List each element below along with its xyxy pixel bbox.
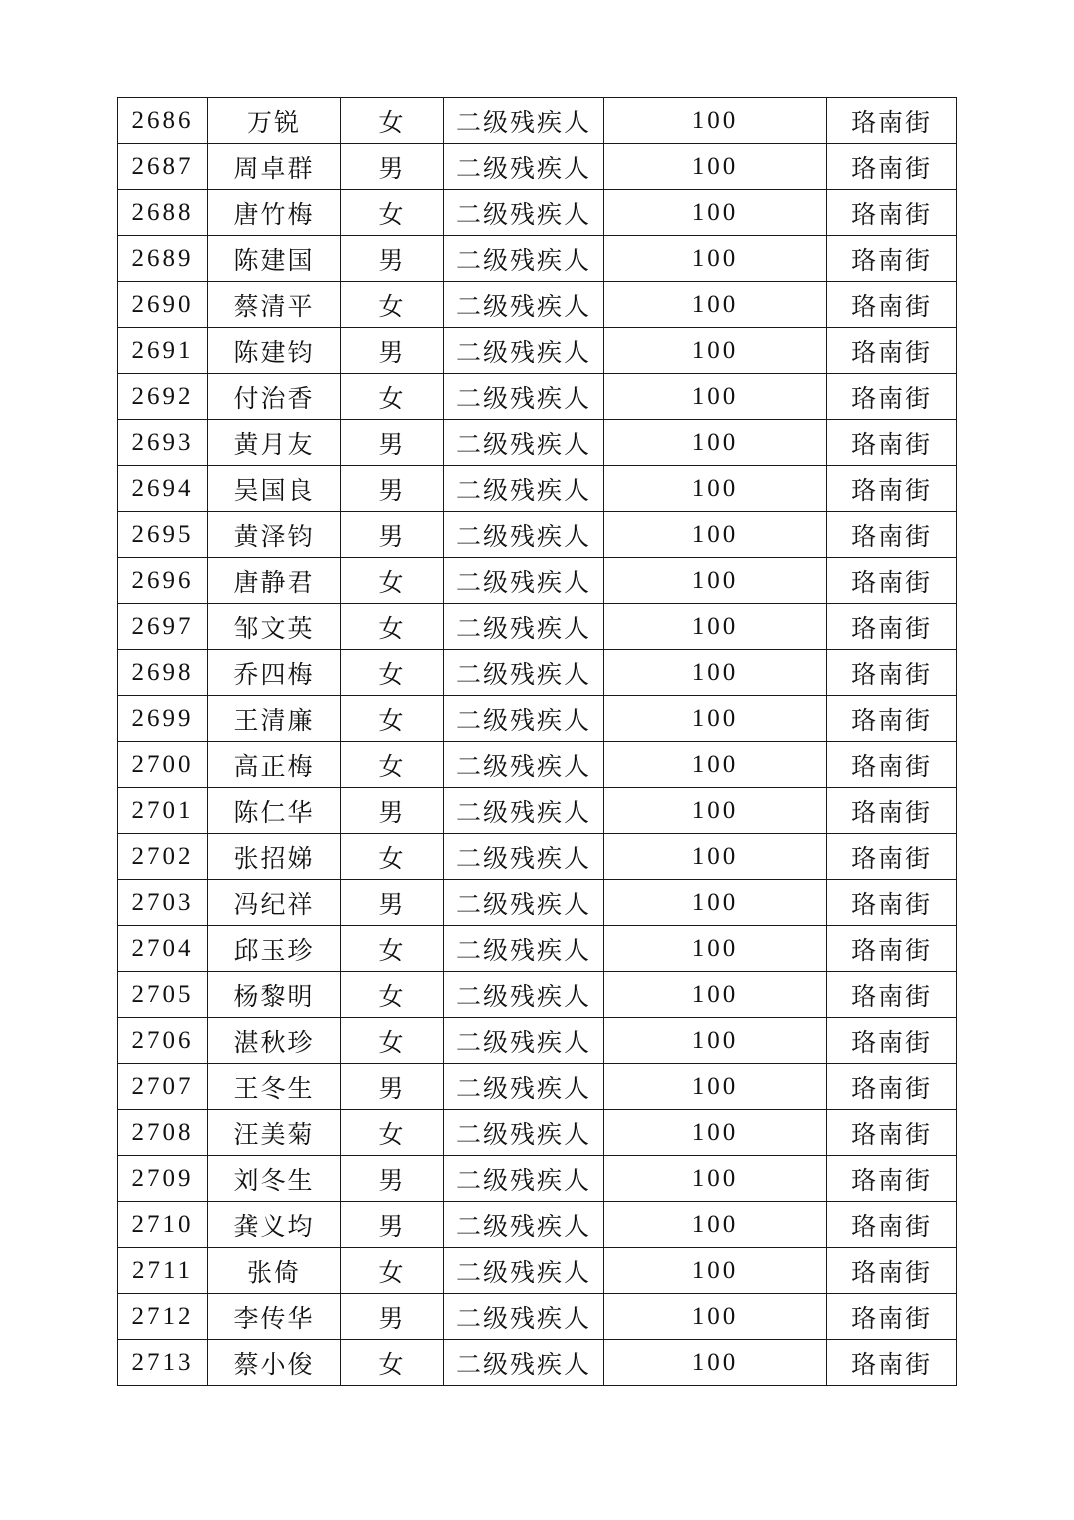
cell-disability-level: 二级残疾人 <box>444 742 604 788</box>
cell-name: 李传华 <box>208 1294 341 1340</box>
cell-amount: 100 <box>604 1156 827 1202</box>
cell-id: 2708 <box>118 1110 208 1156</box>
cell-name: 陈建钧 <box>208 328 341 374</box>
cell-street: 珞南街 <box>827 1202 957 1248</box>
cell-gender: 男 <box>341 788 444 834</box>
table-row <box>118 190 957 236</box>
table-row <box>118 880 957 926</box>
cell-name: 冯纪祥 <box>208 880 341 926</box>
cell-disability-level: 二级残疾人 <box>444 1110 604 1156</box>
cell-name: 陈仁华 <box>208 788 341 834</box>
cell-gender: 女 <box>341 834 444 880</box>
table-row <box>118 604 957 650</box>
cell-name: 陈建国 <box>208 236 341 282</box>
cell-street: 珞南街 <box>827 972 957 1018</box>
cell-id: 2713 <box>118 1340 208 1386</box>
cell-gender: 男 <box>341 328 444 374</box>
cell-street: 珞南街 <box>827 466 957 512</box>
cell-disability-level: 二级残疾人 <box>444 1248 604 1294</box>
cell-amount: 100 <box>604 190 827 236</box>
cell-amount: 100 <box>604 236 827 282</box>
cell-street: 珞南街 <box>827 144 957 190</box>
cell-id: 2705 <box>118 972 208 1018</box>
cell-gender: 女 <box>341 98 444 144</box>
cell-name: 张招娣 <box>208 834 341 880</box>
cell-amount: 100 <box>604 374 827 420</box>
cell-street: 珞南街 <box>827 696 957 742</box>
table-row <box>118 834 957 880</box>
cell-name: 万锐 <box>208 98 341 144</box>
cell-id: 2697 <box>118 604 208 650</box>
cell-amount: 100 <box>604 328 827 374</box>
cell-amount: 100 <box>604 1340 827 1386</box>
cell-disability-level: 二级残疾人 <box>444 236 604 282</box>
cell-id: 2688 <box>118 190 208 236</box>
table-row <box>118 650 957 696</box>
table-row <box>118 374 957 420</box>
cell-disability-level: 二级残疾人 <box>444 282 604 328</box>
table-row <box>118 788 957 834</box>
cell-street: 珞南街 <box>827 926 957 972</box>
cell-street: 珞南街 <box>827 1018 957 1064</box>
cell-gender: 女 <box>341 1018 444 1064</box>
cell-gender: 女 <box>341 926 444 972</box>
cell-street: 珞南街 <box>827 834 957 880</box>
cell-disability-level: 二级残疾人 <box>444 328 604 374</box>
cell-street: 珞南街 <box>827 512 957 558</box>
cell-disability-level: 二级残疾人 <box>444 880 604 926</box>
cell-street: 珞南街 <box>827 650 957 696</box>
cell-id: 2704 <box>118 926 208 972</box>
table-body <box>118 98 957 1386</box>
cell-gender: 男 <box>341 236 444 282</box>
cell-amount: 100 <box>604 98 827 144</box>
cell-id: 2696 <box>118 558 208 604</box>
cell-disability-level: 二级残疾人 <box>444 144 604 190</box>
table-row <box>118 558 957 604</box>
cell-name: 黄泽钧 <box>208 512 341 558</box>
cell-gender: 男 <box>341 144 444 190</box>
cell-id: 2710 <box>118 1202 208 1248</box>
cell-id: 2709 <box>118 1156 208 1202</box>
cell-street: 珞南街 <box>827 420 957 466</box>
cell-id: 2690 <box>118 282 208 328</box>
table-row <box>118 742 957 788</box>
cell-gender: 女 <box>341 1340 444 1386</box>
cell-amount: 100 <box>604 1110 827 1156</box>
cell-street: 珞南街 <box>827 558 957 604</box>
cell-gender: 男 <box>341 880 444 926</box>
cell-street: 珞南街 <box>827 1156 957 1202</box>
cell-amount: 100 <box>604 1018 827 1064</box>
cell-street: 珞南街 <box>827 1064 957 1110</box>
cell-disability-level: 二级残疾人 <box>444 374 604 420</box>
cell-amount: 100 <box>604 1294 827 1340</box>
cell-amount: 100 <box>604 880 827 926</box>
cell-name: 王清廉 <box>208 696 341 742</box>
cell-gender: 男 <box>341 1064 444 1110</box>
cell-name: 付治香 <box>208 374 341 420</box>
cell-name: 杨黎明 <box>208 972 341 1018</box>
cell-amount: 100 <box>604 420 827 466</box>
cell-street: 珞南街 <box>827 190 957 236</box>
cell-name: 高正梅 <box>208 742 341 788</box>
cell-disability-level: 二级残疾人 <box>444 788 604 834</box>
cell-disability-level: 二级残疾人 <box>444 190 604 236</box>
cell-street: 珞南街 <box>827 236 957 282</box>
cell-id: 2701 <box>118 788 208 834</box>
table-row <box>118 1294 957 1340</box>
cell-disability-level: 二级残疾人 <box>444 1202 604 1248</box>
table-row <box>118 328 957 374</box>
cell-id: 2712 <box>118 1294 208 1340</box>
cell-id: 2707 <box>118 1064 208 1110</box>
cell-disability-level: 二级残疾人 <box>444 696 604 742</box>
cell-id: 2711 <box>118 1248 208 1294</box>
table-row <box>118 1018 957 1064</box>
cell-disability-level: 二级残疾人 <box>444 1018 604 1064</box>
cell-street: 珞南街 <box>827 604 957 650</box>
cell-amount: 100 <box>604 834 827 880</box>
cell-street: 珞南街 <box>827 1110 957 1156</box>
cell-gender: 男 <box>341 466 444 512</box>
table-row <box>118 1156 957 1202</box>
table-row <box>118 1248 957 1294</box>
cell-id: 2698 <box>118 650 208 696</box>
cell-id: 2699 <box>118 696 208 742</box>
cell-id: 2695 <box>118 512 208 558</box>
cell-gender: 女 <box>341 1248 444 1294</box>
cell-amount: 100 <box>604 512 827 558</box>
cell-disability-level: 二级残疾人 <box>444 466 604 512</box>
cell-name: 周卓群 <box>208 144 341 190</box>
cell-amount: 100 <box>604 1064 827 1110</box>
cell-id: 2689 <box>118 236 208 282</box>
cell-id: 2700 <box>118 742 208 788</box>
cell-disability-level: 二级残疾人 <box>444 1064 604 1110</box>
cell-id: 2687 <box>118 144 208 190</box>
cell-gender: 女 <box>341 604 444 650</box>
cell-name: 张倚 <box>208 1248 341 1294</box>
cell-amount: 100 <box>604 1248 827 1294</box>
cell-amount: 100 <box>604 558 827 604</box>
cell-gender: 女 <box>341 282 444 328</box>
cell-street: 珞南街 <box>827 788 957 834</box>
cell-id: 2693 <box>118 420 208 466</box>
cell-name: 刘冬生 <box>208 1156 341 1202</box>
cell-gender: 女 <box>341 190 444 236</box>
table-row <box>118 420 957 466</box>
cell-name: 汪美菊 <box>208 1110 341 1156</box>
table-row <box>118 144 957 190</box>
cell-disability-level: 二级残疾人 <box>444 1340 604 1386</box>
cell-name: 蔡清平 <box>208 282 341 328</box>
cell-gender: 男 <box>341 512 444 558</box>
table-row <box>118 512 957 558</box>
cell-name: 唐静君 <box>208 558 341 604</box>
cell-name: 龚义均 <box>208 1202 341 1248</box>
cell-amount: 100 <box>604 742 827 788</box>
cell-gender: 女 <box>341 972 444 1018</box>
cell-disability-level: 二级残疾人 <box>444 926 604 972</box>
cell-amount: 100 <box>604 650 827 696</box>
cell-amount: 100 <box>604 788 827 834</box>
cell-gender: 女 <box>341 558 444 604</box>
cell-name: 黄月友 <box>208 420 341 466</box>
cell-street: 珞南街 <box>827 374 957 420</box>
cell-name: 王冬生 <box>208 1064 341 1110</box>
cell-gender: 男 <box>341 1294 444 1340</box>
cell-gender: 男 <box>341 420 444 466</box>
cell-id: 2686 <box>118 98 208 144</box>
cell-street: 珞南街 <box>827 282 957 328</box>
cell-street: 珞南街 <box>827 742 957 788</box>
cell-gender: 男 <box>341 1156 444 1202</box>
cell-id: 2702 <box>118 834 208 880</box>
cell-gender: 男 <box>341 1202 444 1248</box>
cell-name: 蔡小俊 <box>208 1340 341 1386</box>
cell-disability-level: 二级残疾人 <box>444 834 604 880</box>
cell-street: 珞南街 <box>827 1248 957 1294</box>
cell-name: 吴国良 <box>208 466 341 512</box>
cell-disability-level: 二级残疾人 <box>444 650 604 696</box>
table-row <box>118 696 957 742</box>
table-row <box>118 1110 957 1156</box>
cell-disability-level: 二级残疾人 <box>444 604 604 650</box>
cell-id: 2691 <box>118 328 208 374</box>
table-row <box>118 1202 957 1248</box>
cell-disability-level: 二级残疾人 <box>444 98 604 144</box>
cell-id: 2703 <box>118 880 208 926</box>
cell-amount: 100 <box>604 604 827 650</box>
cell-amount: 100 <box>604 1202 827 1248</box>
cell-disability-level: 二级残疾人 <box>444 558 604 604</box>
cell-street: 珞南街 <box>827 328 957 374</box>
table-row <box>118 1064 957 1110</box>
table-row <box>118 98 957 144</box>
table-row <box>118 282 957 328</box>
cell-name: 唐竹梅 <box>208 190 341 236</box>
cell-amount: 100 <box>604 972 827 1018</box>
subsidy-list-table <box>117 97 957 1386</box>
table-row <box>118 466 957 512</box>
cell-disability-level: 二级残疾人 <box>444 1294 604 1340</box>
cell-amount: 100 <box>604 144 827 190</box>
cell-disability-level: 二级残疾人 <box>444 972 604 1018</box>
cell-name: 湛秋珍 <box>208 1018 341 1064</box>
cell-gender: 女 <box>341 696 444 742</box>
cell-name: 乔四梅 <box>208 650 341 696</box>
table-row <box>118 236 957 282</box>
cell-gender: 女 <box>341 742 444 788</box>
cell-gender: 女 <box>341 374 444 420</box>
cell-id: 2706 <box>118 1018 208 1064</box>
table-row <box>118 972 957 1018</box>
cell-amount: 100 <box>604 696 827 742</box>
cell-street: 珞南街 <box>827 1340 957 1386</box>
cell-name: 邱玉珍 <box>208 926 341 972</box>
cell-id: 2694 <box>118 466 208 512</box>
cell-name: 邹文英 <box>208 604 341 650</box>
cell-gender: 女 <box>341 1110 444 1156</box>
cell-id: 2692 <box>118 374 208 420</box>
table-row <box>118 1340 957 1386</box>
cell-disability-level: 二级残疾人 <box>444 420 604 466</box>
cell-amount: 100 <box>604 926 827 972</box>
cell-street: 珞南街 <box>827 1294 957 1340</box>
cell-amount: 100 <box>604 282 827 328</box>
cell-amount: 100 <box>604 466 827 512</box>
cell-street: 珞南街 <box>827 880 957 926</box>
cell-gender: 女 <box>341 650 444 696</box>
cell-disability-level: 二级残疾人 <box>444 512 604 558</box>
table-row <box>118 926 957 972</box>
cell-street: 珞南街 <box>827 98 957 144</box>
cell-disability-level: 二级残疾人 <box>444 1156 604 1202</box>
